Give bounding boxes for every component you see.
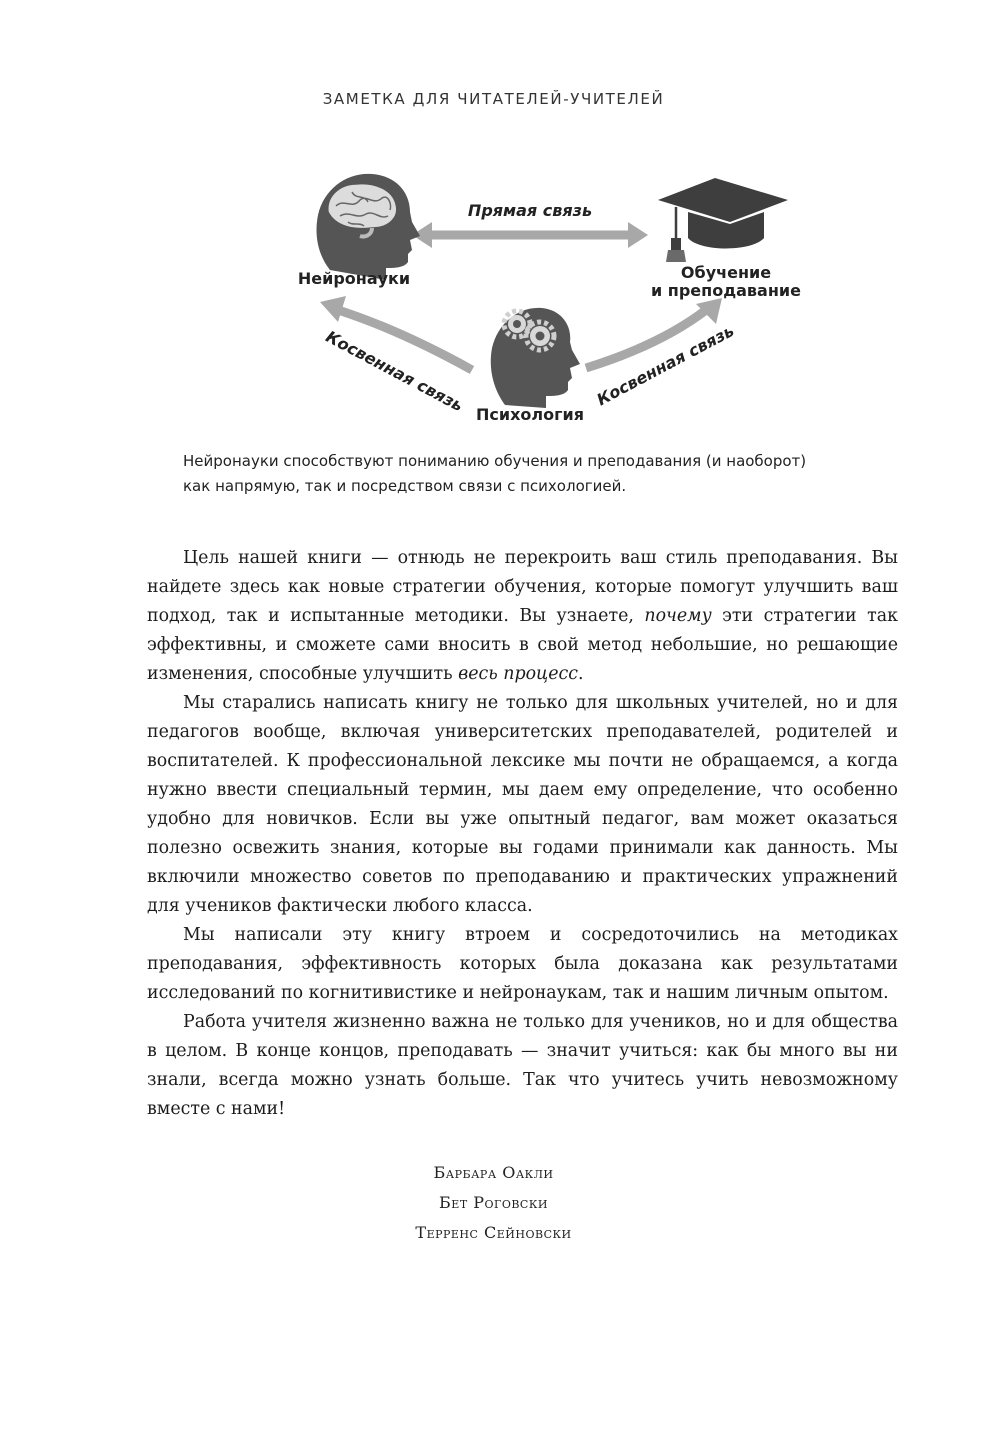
diagram-svg (0, 150, 987, 440)
paragraph (147, 544, 898, 689)
direct-link-label: Прямая связь (467, 201, 593, 220)
indirect-link-label-right: Косвенная связь (593, 320, 738, 410)
neuroscience-label: Нейронауки (297, 269, 411, 288)
psychology-label: Психология (476, 405, 584, 424)
paragraph-text: . (577, 664, 584, 684)
education-label-line2: и преподавание (651, 281, 801, 300)
relationship-diagram (0, 150, 987, 440)
direct-link-arrow (412, 222, 648, 248)
brain-head-icon (317, 174, 421, 280)
indirect-link-label-left: Косвенная связь (322, 326, 467, 416)
emphasis: почему (644, 606, 712, 626)
paragraph: Мы старались написать книгу не только для школьных учителей, но и для педагогов вообще, включая университетских преподавателей, родителей и воспитателей. К профессиональной лексике мы почти не обращаемся, а когда нужно ввести специальный термин, мы даем ему определение, что особенно удобно для новичков. Если вы уже опытный педагог, вам может оказаться полезно освежить знания, которые вы годами принимали как данность. Мы включили множество советов по преподаванию и практических упражнений для учеников фактически любого класса. (147, 693, 898, 916)
paragraph: Мы написали эту книгу втроем и сосредоточились на методиках преподавания, эффективность которых была доказана как результатами исследований по когнитивистике и нейронаукам, так и нашим личным опытом. (147, 925, 898, 1003)
paragraph-text: эти стратегии так эффективны, и сможете сами вносить в свой метод небольшие, но решающие изменения, способные улучшить (147, 606, 898, 684)
authors (0, 1158, 987, 1248)
caption-line: как напрямую, так и посредством связи с психологией. (183, 477, 627, 495)
caption-line: Нейронауки способствуют пониманию обучения и преподавания (и наоборот) (183, 452, 807, 470)
indirect-link-arrow-right (586, 298, 722, 368)
emphasis: весь процесс (458, 664, 578, 684)
author-name: Терренс Сейновски (415, 1223, 572, 1242)
body-text (147, 544, 898, 1124)
gears-head-icon (491, 308, 580, 408)
author-name: Бет Роговски (439, 1193, 548, 1212)
paragraph: Работа учителя жизненно важна не только для учеников, но и для общества в целом. В конце концов, преподавать — значит учиться: как бы много вы ни знали, всегда можно узнать больше. Так что учитесь учить невозможному вместе с нами! (147, 1012, 898, 1119)
running-head: ЗАМЕТКА ДЛЯ ЧИТАТЕЛЕЙ-УЧИТЕЛЕЙ (322, 90, 665, 108)
paragraph-text: Цель нашей книги — отнюдь не перекроить ваш стиль преподавания. Вы найдете здесь как новые стратегии обучения, которые помогут улучшить ваш подход, так и испытанные методики. Вы узнаете, (147, 548, 898, 626)
education-label-line1: Обучение (680, 263, 772, 282)
graduation-cap-icon (658, 178, 788, 262)
figure-caption (183, 449, 863, 499)
author-name: Барбара Оакли (433, 1163, 554, 1182)
